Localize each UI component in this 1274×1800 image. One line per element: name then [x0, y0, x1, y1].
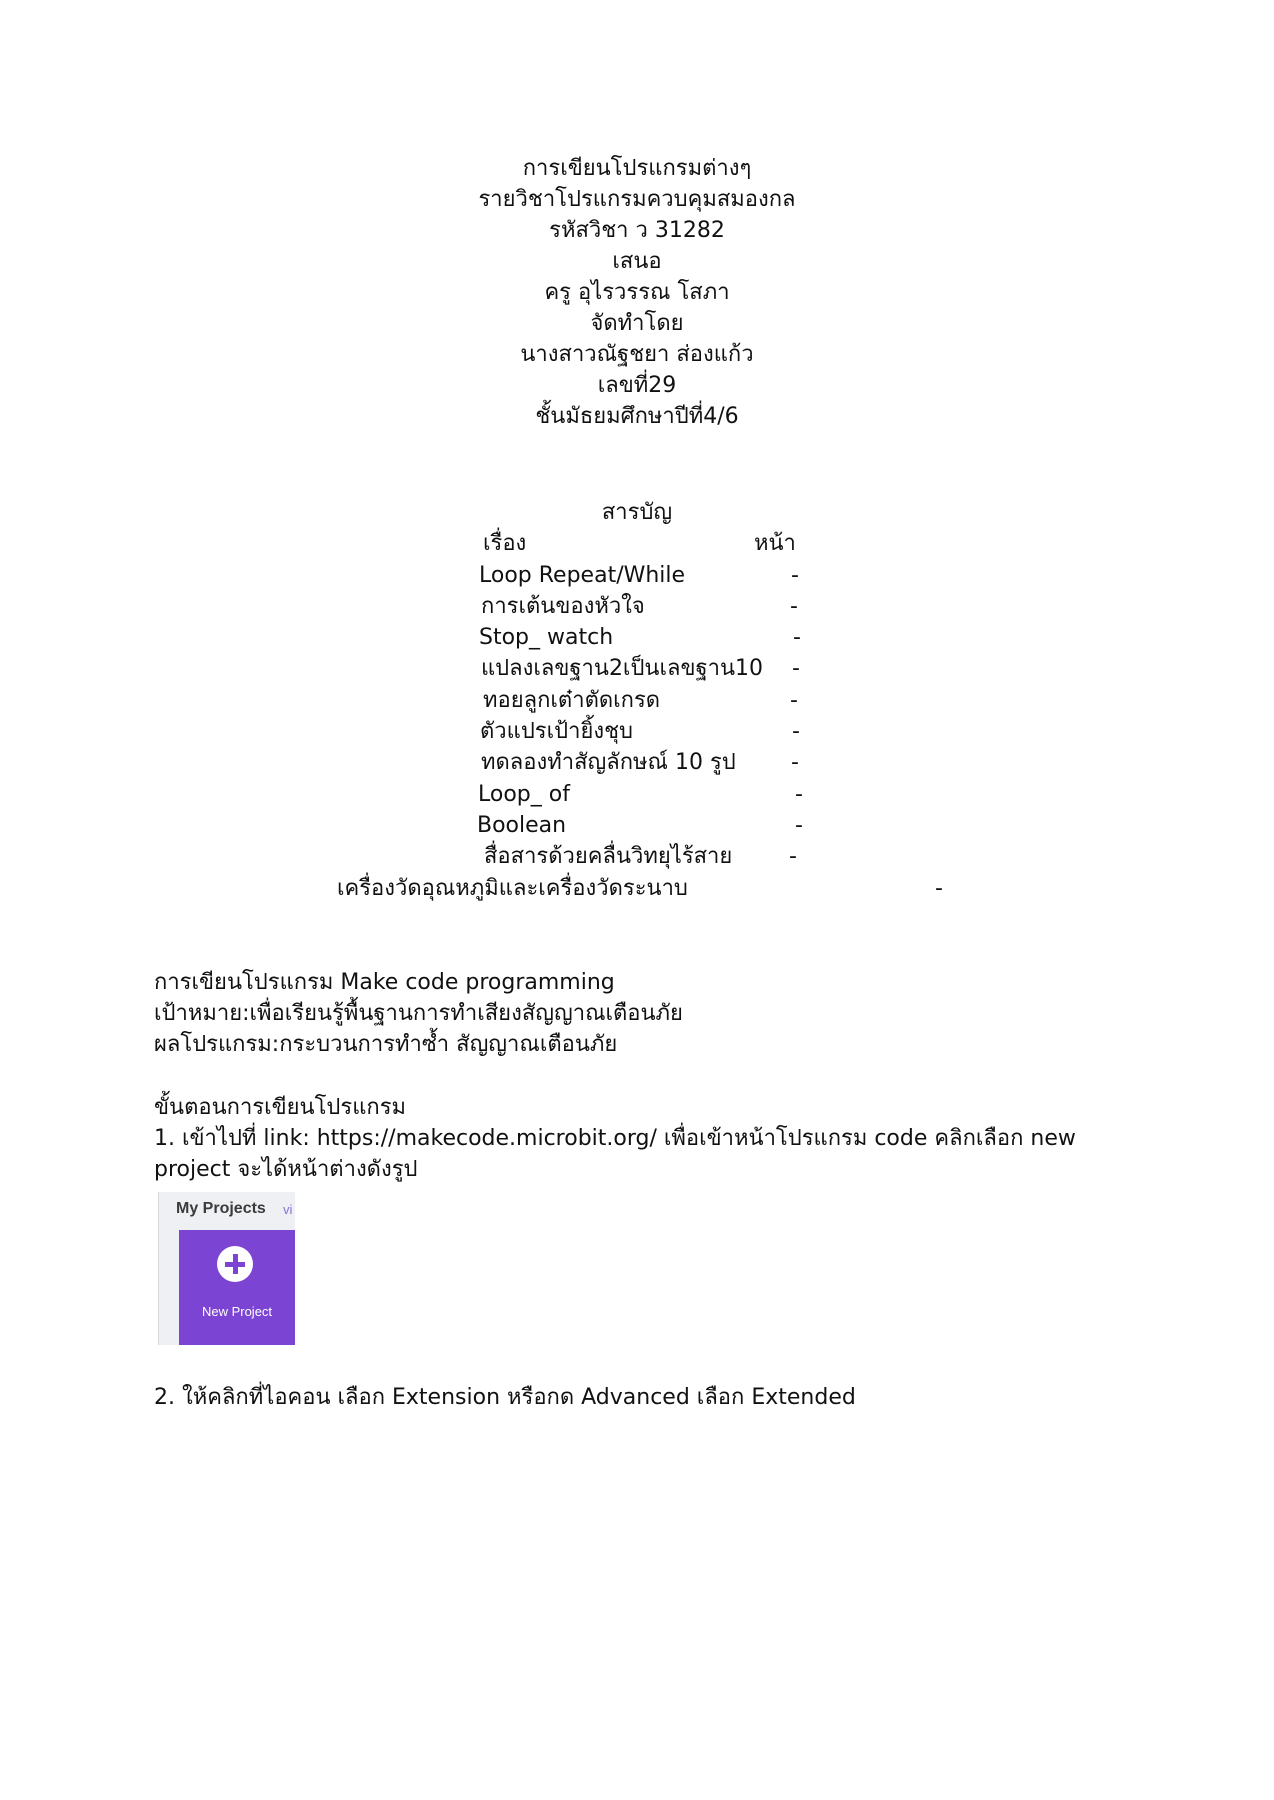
toc-item-page: -	[935, 876, 943, 901]
new-project-button[interactable]	[179, 1230, 295, 1345]
toc-item-title: ตัวแปรเป้ายิ้งชุบ	[480, 719, 633, 744]
step-1-line-1: 1. เข้าไปที่ link: https://makecode.microbit.org/ เพื่อเข้าหน้าโปรแกรม code คลิกเลือก new	[154, 1126, 1076, 1151]
cover-number: เลขที่29	[597, 373, 677, 398]
plus-circle-icon	[217, 1246, 253, 1282]
toc-item-title: Loop Repeat/While	[479, 563, 686, 588]
toc-item-title: Loop_ of	[478, 782, 570, 807]
toc-item-page: -	[793, 625, 801, 650]
cover-present-label: เสนอ	[612, 249, 662, 274]
step-2-text: 2. ให้คลิกที่ไอคอน เลือก Extension หรือกด Advanced เลือก Extended	[154, 1385, 856, 1410]
toc-item-page: -	[791, 750, 799, 775]
toc-item-title: Boolean	[477, 813, 567, 838]
makecode-screenshot	[158, 1192, 295, 1345]
toc-item-title: Stop_ watch	[479, 625, 614, 650]
cover-title: การเขียนโปรแกรมต่างๆ	[522, 156, 752, 181]
toc-item-page: -	[795, 813, 803, 838]
toc-item-title: ทอยลูกเต๋าตัดเกรด	[483, 688, 661, 713]
cover-subject: รายวิชาโปรแกรมควบคุมสมองกล	[478, 187, 796, 212]
new-project-label: New Project	[201, 1304, 273, 1319]
section-title: การเขียนโปรแกรม Make code programming	[154, 970, 615, 995]
toc-col-page: หน้า	[754, 531, 796, 556]
toc-item-page: -	[792, 656, 800, 681]
cover-made-by-label: จัดทำโดย	[590, 311, 684, 336]
toc-item-page: -	[792, 719, 800, 744]
toc-item-page: -	[795, 782, 803, 807]
my-projects-title: My Projects	[176, 1200, 266, 1217]
steps-heading: ขั้นตอนการเขียนโปรแกรม	[154, 1095, 407, 1120]
toc-item-title: ทดลองทำสัญลักษณ์ 10 รูป	[481, 750, 736, 775]
toc-item-page: -	[790, 688, 798, 713]
cover-grade: ชั้นมัธยมศึกษาปีที่4/6	[535, 404, 739, 429]
toc-col-topic: เรื่อง	[483, 531, 527, 556]
toc-item-page: -	[789, 844, 797, 869]
toc-item-page: -	[790, 594, 798, 619]
toc-item-title: การเต้นของหัวใจ	[481, 594, 645, 619]
toc-heading: สารบัญ	[601, 500, 673, 525]
cover-teacher: ครู อุไรวรรณ โสภา	[544, 280, 730, 305]
toc-item-title: แปลงเลขฐาน2เป็นเลขฐาน10	[481, 656, 764, 681]
toc-item-page: -	[791, 563, 799, 588]
cover-student: นางสาวณัฐชยา ส่องแก้ว	[520, 342, 754, 367]
cover-code: รหัสวิชา ว 31282	[549, 218, 725, 243]
goal-text: เป้าหมาย:เพื่อเรียนรู้พื้นฐานการทำเสียงสัญญาณเตือนภัย	[154, 1001, 683, 1026]
toc-item-title: สื่อสารด้วยคลื่นวิทยุไร้สาย	[484, 844, 733, 869]
toc-item-title: เครื่องวัดอุณหภูมิและเครื่องวัดระนาบ	[337, 876, 688, 901]
step-1-line-2: project จะได้หน้าต่างดังรูป	[154, 1157, 418, 1182]
view-all-link[interactable]: vi	[283, 1202, 293, 1217]
result-text: ผลโปรแกรม:กระบวนการทำซ้ำ สัญญาณเตือนภัย	[154, 1032, 618, 1057]
